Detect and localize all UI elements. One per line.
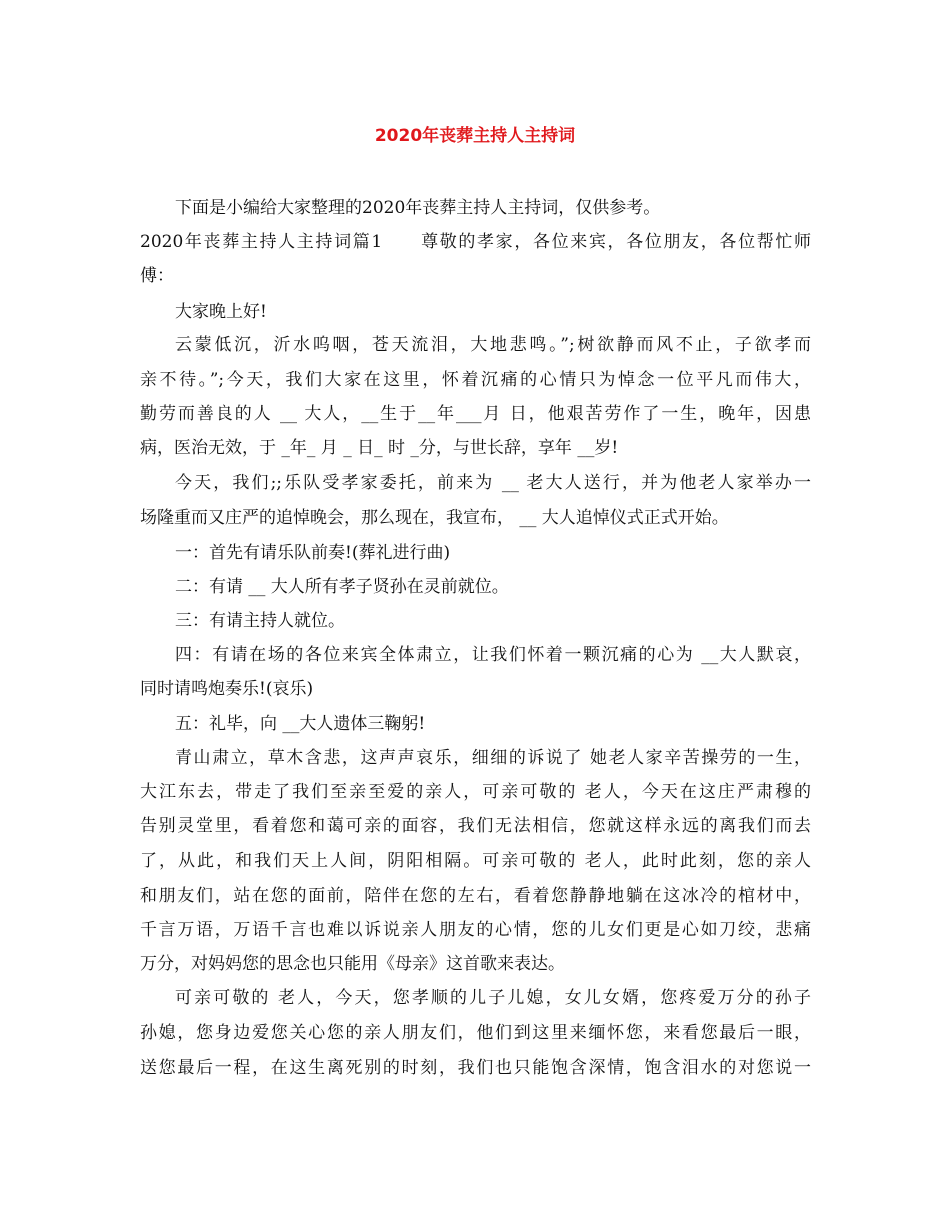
text-line: 亲不待。”;今天，我们大家在这里，怀着沉痛的心情只为悼念一位平凡而伟大， [140, 370, 811, 390]
text-line: 病，医治无效，于 _年_ 月 _ 日_ 时 _分，与世长辞，享年 __岁! [140, 438, 619, 458]
text-line: 云蒙低沉，沂水呜咽，苍天流泪，大地悲鸣。”;树欲静而风不止，子欲孝而 [175, 335, 811, 355]
document-title: 2020年丧葬主持人主持词 [374, 126, 576, 146]
text-line: 同时请鸣炮奏乐!(哀乐) [140, 679, 314, 699]
text-line: 万分，对妈妈您的思念也只能用《母亲》这首歌来表达。 [140, 954, 565, 974]
text-line-step-3: 三：有请主持人就位。 [175, 611, 345, 631]
text-line: 场隆重而又庄严的追悼晚会，那么现在，我宣布， __ 大人追悼仪式正式开始。 [140, 508, 729, 528]
text-line: 了，从此，和我们天上人间，阴阳相隔。可亲可敬的 老人，此时此刻，您的亲人 [140, 851, 811, 871]
text-line-step-5: 五：礼毕，向 __大人遗体三鞠躬! [175, 714, 426, 734]
text-line: 告别灵堂里，看着您和蔼可亲的面容，我们无法相信，您就这样永远的离我们而去 [140, 816, 811, 836]
text-line: 和朋友们，站在您的面前，陪伴在您的左右，看着您静静地躺在这冰冷的棺材中， [140, 886, 811, 906]
text-line-heading: 2020年丧葬主持人主持词篇1 尊敬的孝家，各位来宾，各位朋友，各位帮忙师 [140, 232, 811, 252]
text-line: 可亲可敬的 老人，今天，您孝顺的儿子儿媳，女儿女婿，您疼爱万分的孙子 [175, 988, 811, 1008]
text-line: 今天，我们;;乐队受孝家委托，前来为 __ 老大人送行，并为他老人家举办一 [175, 473, 811, 493]
text-line-greeting: 大家晚上好! [175, 302, 267, 322]
text-line-step-4: 四：有请在场的各位来宾全体肃立，让我们怀着一颗沉痛的心为 __大人默哀， [175, 645, 811, 665]
text-line: 大江东去，带走了我们至亲至爱的亲人，可亲可敬的 老人，今天在这庄严肃穆的 [140, 782, 811, 802]
text-line: 勤劳而善良的人 __ 大人，__生于__年___月 日，他艰苦劳作了一生，晚年，因患 [140, 404, 811, 424]
text-line: 千言万语，万语千言也难以诉说亲人朋友的心情，您的儿女们更是心如刀绞，悲痛 [140, 920, 811, 940]
text-line: 孙媳，您身边爱您关心您的亲人朋友们，他们到这里来缅怀您，来看您最后一眼， [140, 1023, 811, 1043]
text-line-step-1: 一：首先有请乐队前奏!(葬礼进行曲) [175, 543, 451, 563]
text-line: 青山肃立，草木含悲，这声声哀乐，细细的诉说了 她老人家辛苦操劳的一生， [175, 748, 811, 768]
text-line: 傅： [140, 266, 174, 286]
text-line-step-2: 二：有请 __ 大人所有孝子贤孙在灵前就位。 [175, 577, 509, 597]
text-line-intro: 下面是小编给大家整理的2020年丧葬主持人主持词，仅供参考。 [175, 198, 661, 218]
text-line: 送您最后一程，在这生离死别的时刻，我们也只能饱含深情，饱含泪水的对您说一 [140, 1058, 811, 1078]
